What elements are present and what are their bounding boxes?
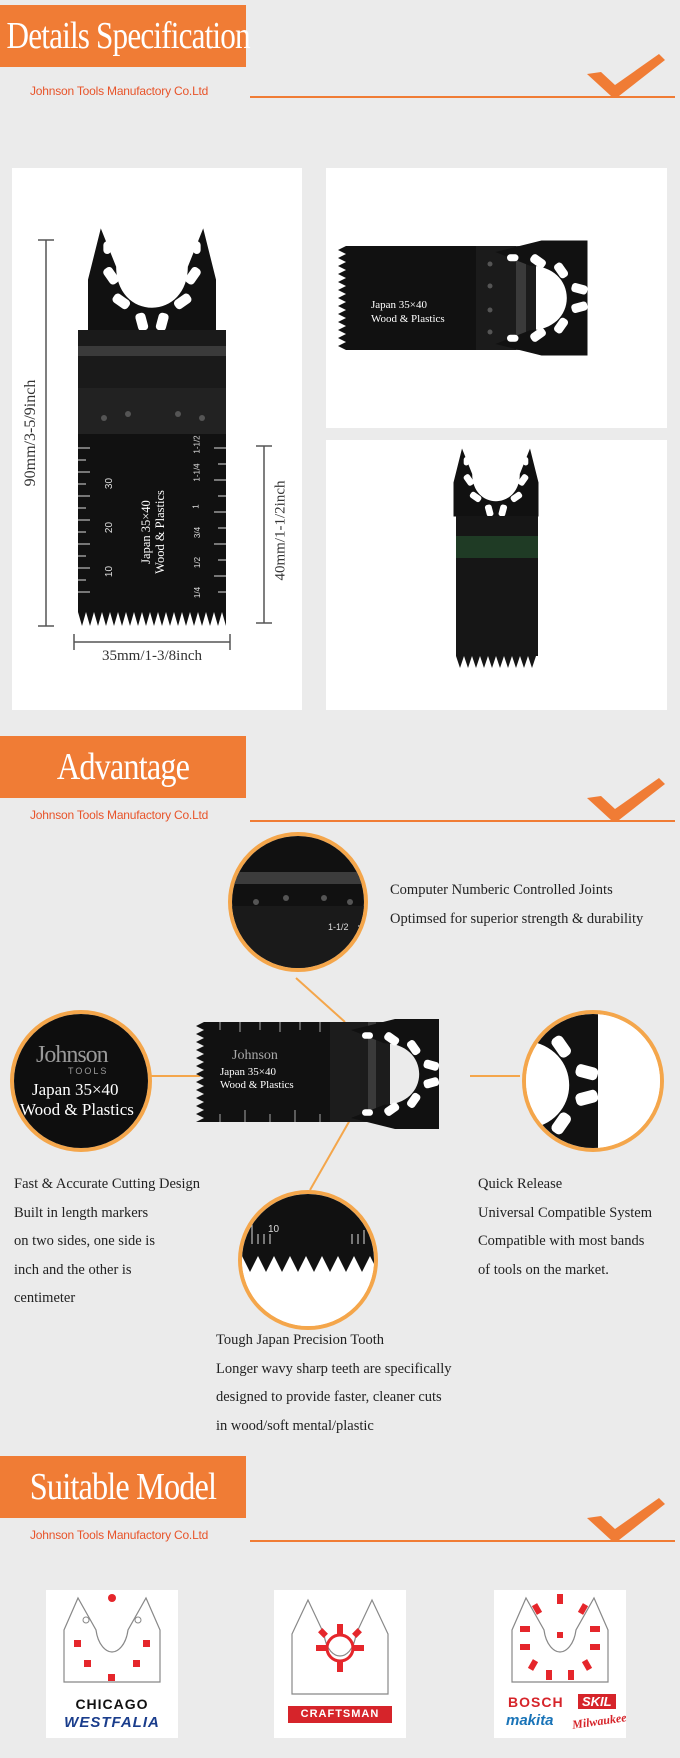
svg-text:10: 10 — [268, 1224, 280, 1235]
mount-zoom-circle — [522, 1010, 664, 1152]
checkmark-icon — [585, 776, 667, 822]
feature-tooth-line: in wood/soft mental/plastic — [216, 1417, 374, 1434]
cut-depth-dimension-label: 40mm/1-1/2inch — [272, 480, 289, 581]
blade-vertical-image — [326, 440, 667, 710]
svg-text:Wood & Plastics: Wood & Plastics — [371, 313, 445, 325]
brand-milwaukee: Milwaukee — [571, 1710, 628, 1732]
brand-zoom-text-2: Wood & Plastics — [20, 1100, 134, 1119]
blade-cm-ticks — [104, 438, 134, 608]
feature-cutting-line: on two sides, one side is — [14, 1233, 155, 1249]
feature-release-title: Quick Release — [478, 1176, 563, 1192]
advantage-blade-text-1: Japan 35×40 — [220, 1066, 276, 1078]
advantage-banner — [0, 736, 246, 798]
blade-front-panel — [326, 440, 667, 710]
feature-cutting — [14, 1170, 200, 1313]
blade-text-line-2: Wood & Plastics — [153, 490, 167, 574]
brand-makita: makita — [506, 1712, 554, 1729]
feature-tooth-title: Tough Japan Precision Tooth — [216, 1332, 385, 1348]
advantage-blade-brand: Johnson — [232, 1048, 278, 1063]
blade-inch-ticks — [191, 435, 222, 608]
feature-tooth — [216, 1326, 452, 1440]
svg-text:1-1/2: 1-1/2 — [328, 922, 349, 932]
inch-tick-3: 3/4 — [193, 526, 203, 539]
advantage-blade-text — [220, 1066, 294, 1092]
brand-chicago: CHICAGO — [75, 1696, 149, 1712]
advantage-company: Johnson Tools Manufactory Co.Ltd — [30, 808, 209, 822]
brand-skil: SKIL — [578, 1694, 616, 1709]
details-company: Johnson Tools Manufactory Co.Ltd — [30, 84, 209, 98]
mount-pattern-icon — [46, 1590, 178, 1690]
height-dimension-label: 90mm/3-5/9inch — [22, 379, 39, 487]
brand-craftsman: CRAFTSMAN — [288, 1706, 392, 1723]
teeth-zoom-circle — [238, 1190, 378, 1330]
inch-tick-4: 1 — [191, 504, 201, 509]
feature-joints — [390, 876, 643, 933]
blade-text-line-1: Japan 35×40 — [139, 500, 153, 564]
mount-pattern-icon — [494, 1590, 626, 1690]
inch-tick-5: 1-1/4 — [192, 463, 202, 482]
feature-release — [478, 1170, 652, 1284]
suitable-company: Johnson Tools Manufactory Co.Ltd — [30, 1528, 209, 1542]
suitable-title: Suitable Model — [29, 1466, 217, 1508]
brand-zoom-text-1: Japan 35×40 — [32, 1080, 119, 1099]
feature-tooth-line: designed to provide faster, cleaner cuts — [216, 1389, 442, 1405]
width-dimension-label: 35mm/1-3/8inch — [102, 648, 202, 664]
feature-release-line: Universal Compatible System — [478, 1204, 652, 1221]
svg-text:Japan 35×40: Japan 35×40 — [371, 299, 427, 311]
details-title: Details Specification — [6, 15, 250, 57]
joints-zoom-circle — [228, 832, 368, 972]
feature-joints-title: Computer Numberic Controlled Joints — [390, 882, 613, 898]
blade-diagram — [12, 168, 302, 710]
advantage-blade-text-2: Wood & Plastics — [220, 1079, 294, 1091]
brand-zoom-circle — [10, 1010, 152, 1152]
inch-tick-1: 1/4 — [193, 586, 203, 599]
blade-spec-panel — [12, 168, 302, 710]
cm-tick-30: 30 — [104, 477, 116, 490]
bosch-makita-card — [494, 1590, 626, 1738]
cm-tick-20: 20 — [104, 521, 116, 534]
advantage-title: Advantage — [56, 746, 190, 788]
blade-side-panel — [326, 168, 667, 428]
brand-bosch: BOSCH — [508, 1694, 564, 1710]
brand-logo-sub: TOOLS — [68, 1066, 109, 1076]
details-banner — [0, 5, 250, 67]
feature-joints-desc: Optimsed for superior strength & durability — [390, 910, 644, 927]
feature-release-line: Compatible with most bands — [478, 1233, 645, 1249]
checkmark-icon — [585, 1496, 667, 1542]
feature-tooth-line: Longer wavy sharp teeth are specifically — [216, 1360, 452, 1377]
craftsman-card — [274, 1590, 406, 1738]
feature-cutting-title: Fast & Accurate Cutting Design — [14, 1176, 201, 1192]
checkmark-icon — [585, 52, 667, 98]
inch-tick-6: 1-1/2 — [192, 435, 202, 454]
feature-cutting-line: Built in length markers — [14, 1204, 149, 1221]
feature-cutting-line: centimeter — [14, 1290, 76, 1306]
feature-release-line: of tools on the market. — [478, 1261, 609, 1278]
blade-horizontal-image — [326, 168, 667, 428]
brand-westfalia: WESTFALIA — [64, 1714, 160, 1731]
suitable-banner — [0, 1456, 246, 1518]
chicago-westfalia-card — [46, 1590, 178, 1738]
brand-logo-text: Johnson — [36, 1042, 108, 1068]
mount-pattern-icon — [274, 1590, 406, 1700]
inch-tick-2: 1/2 — [193, 556, 203, 569]
feature-cutting-line: inch and the other is — [14, 1261, 132, 1278]
cm-tick-10: 10 — [104, 565, 116, 578]
